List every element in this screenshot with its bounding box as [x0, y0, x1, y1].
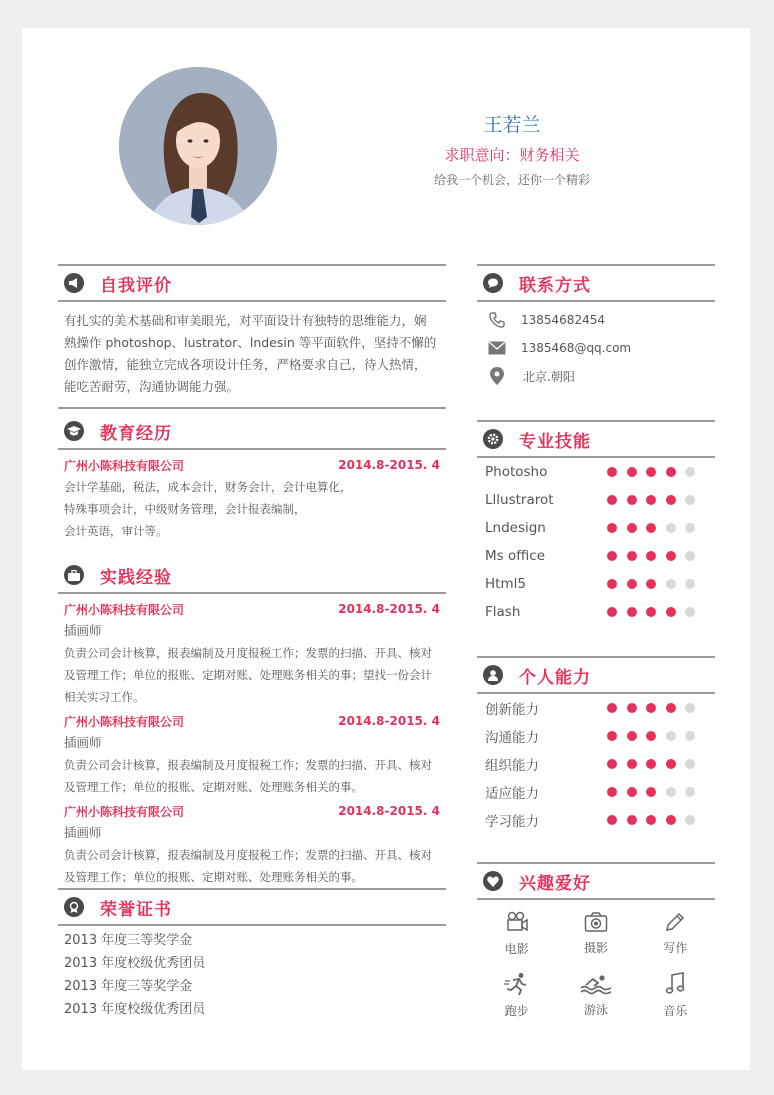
ability-row-name: 组织能力 [485, 758, 539, 774]
rating-dot-filled [607, 759, 617, 769]
skill-row-name: Ms office [485, 548, 546, 564]
rating-dot-filled [646, 551, 656, 561]
rating-dot-filled [646, 495, 656, 505]
rating-dot-empty [685, 759, 695, 769]
rating-dot-filled [646, 467, 656, 477]
rating-dot-filled [607, 703, 617, 713]
rating-dot-empty [685, 579, 695, 589]
candidate-name: 王若兰 [483, 114, 541, 136]
rating-dot-empty [666, 787, 676, 797]
duty-line: 及管理工作；单位的报账、定期对账、处理账务相关的事；望找一份会计 [64, 668, 432, 682]
hobby-label: 电影 [504, 941, 529, 956]
ability-row-name: 沟通能力 [485, 730, 539, 746]
rating-dot-filled [627, 787, 637, 797]
skills-section [477, 420, 715, 626]
location-pin-icon [487, 366, 507, 386]
award-ribbon-icon [64, 897, 84, 917]
hobby-photography [556, 902, 635, 964]
profile-photo [119, 67, 277, 225]
rating-dot-empty [685, 551, 695, 561]
camera-icon [584, 911, 608, 933]
person-icon [483, 665, 503, 685]
honor-item: 2013 年度校级优秀团员 [64, 1002, 206, 1017]
duty-line: 负责公司会计核算，报表编制及月度报税工作；发票的扫描、开具、核对 [64, 848, 432, 862]
rating-dot-filled [646, 815, 656, 825]
ability-row [477, 722, 715, 750]
hobby-label: 音乐 [663, 1003, 688, 1018]
hobby-swimming [556, 964, 635, 1026]
duty-line: 负责公司会计核算，报表编制及月度报税工作；发票的扫描、开具、核对 [64, 758, 432, 772]
skill-row-name: Lndesign [485, 520, 546, 536]
rating-dot-filled [627, 551, 637, 561]
self-eval-text [58, 302, 446, 398]
hobby-writing [636, 902, 715, 964]
contact-address [477, 362, 715, 390]
hobby-running [477, 964, 556, 1026]
text-line: 创作激情，能独立完成各项设计任务，严格要求自己，待人热情， [64, 357, 427, 372]
briefcase-icon [64, 565, 84, 585]
ability-row [477, 806, 715, 834]
hobby-label: 游泳 [583, 1002, 608, 1017]
rating-dot-empty [685, 467, 695, 477]
section-title: 荣誉证书 [100, 900, 172, 920]
section-title: 专业技能 [519, 432, 591, 452]
section-header [58, 558, 446, 594]
course-line: 会计学基础，税法，成本会计，财务会计，会计电算化， [64, 480, 352, 494]
honors-section [58, 888, 446, 1021]
address: 北京.朝阳 [523, 369, 575, 384]
practice-title-row [64, 710, 440, 732]
contact-list [477, 302, 715, 390]
skill-row [477, 542, 715, 570]
practice-period: 2014.8-2015. 4 [338, 714, 440, 728]
rating-dot-filled [646, 523, 656, 533]
practice-title-row [64, 598, 440, 620]
ability-row-name: 学习能力 [485, 814, 539, 830]
skill-row-name: Lllustrarot [485, 492, 554, 508]
rating-dot-filled [607, 523, 617, 533]
rating-dot-empty [685, 787, 695, 797]
rating-dot-filled [666, 703, 676, 713]
portrait-illustration [119, 67, 277, 225]
section-header [58, 264, 446, 302]
honors-list [58, 926, 446, 1021]
text-line: 熟操作 photoshop、lustrator、lndesin 等平面软件，坚持不懈的 [64, 335, 437, 350]
rating-dot-filled [607, 815, 617, 825]
rating-dots [607, 607, 705, 617]
rating-dot-filled [607, 731, 617, 741]
education-section [58, 414, 446, 542]
education-title-row [64, 454, 440, 476]
rating-dot-filled [666, 551, 676, 561]
rating-dot-filled [607, 467, 617, 477]
text-line: 能吃苦耐劳，沟通协调能力强。 [64, 379, 240, 394]
role: 插画师 [64, 623, 102, 638]
rating-dot-empty [666, 731, 676, 741]
rating-dot-filled [646, 607, 656, 617]
rating-dots [607, 703, 705, 713]
rating-dot-filled [627, 703, 637, 713]
skill-row [477, 486, 715, 514]
practice-entry [64, 598, 440, 708]
skill-row [477, 598, 715, 626]
job-intent: 求职意向：财务相关 [444, 146, 580, 164]
section-header [477, 656, 715, 694]
abilities-list [477, 694, 715, 834]
practice-period: 2014.8-2015. 4 [338, 602, 440, 616]
contact-section [477, 264, 715, 390]
rating-dots [607, 523, 705, 533]
swimming-icon [580, 973, 612, 995]
rating-dot-filled [666, 815, 676, 825]
film-camera-icon [505, 910, 529, 934]
education-period: 2014.8-2015. 4 [338, 458, 440, 472]
rating-dot-filled [607, 787, 617, 797]
music-note-icon [665, 972, 685, 996]
section-title: 实践经验 [100, 568, 172, 588]
practice-entry [64, 710, 440, 798]
skill-row [477, 570, 715, 598]
honor-item: 2013 年度校级优秀团员 [64, 956, 206, 971]
section-title: 教育经历 [100, 424, 172, 444]
rating-dots [607, 579, 705, 589]
section-title: 兴趣爱好 [519, 874, 591, 894]
rating-dots [607, 759, 705, 769]
skill-row [477, 514, 715, 542]
rating-dot-filled [627, 607, 637, 617]
rating-dots [607, 787, 705, 797]
section-header [477, 420, 715, 458]
rating-dots [607, 495, 705, 505]
section-title: 个人能力 [519, 668, 591, 688]
phone-number: 13854682454 [521, 313, 605, 327]
rating-dot-filled [646, 703, 656, 713]
education-entry [58, 450, 446, 542]
rating-dot-empty [666, 579, 676, 589]
practice-period: 2014.8-2015. 4 [338, 804, 440, 818]
rating-dot-filled [627, 731, 637, 741]
course-line: 会计英语，审计等。 [64, 524, 168, 538]
rating-dot-filled [607, 495, 617, 505]
abilities-section [477, 656, 715, 834]
rating-dot-filled [627, 759, 637, 769]
practice-list [58, 594, 446, 888]
ability-row [477, 750, 715, 778]
rating-dot-filled [627, 523, 637, 533]
rating-dot-filled [627, 579, 637, 589]
rating-dots [607, 467, 705, 477]
rating-dot-filled [646, 579, 656, 589]
rating-dot-filled [666, 607, 676, 617]
rating-dot-filled [607, 551, 617, 561]
rating-dot-empty [685, 495, 695, 505]
skill-row-name: Html5 [485, 576, 526, 592]
rating-dot-filled [666, 759, 676, 769]
rating-dot-filled [627, 467, 637, 477]
contact-email [477, 334, 715, 362]
practice-section [58, 558, 446, 888]
motto: 给我一个机会，还你一个精彩 [433, 173, 590, 187]
contact-phone [477, 306, 715, 334]
email-address: 1385468@qq.com [521, 341, 632, 355]
skill-row-name: Flash [485, 604, 521, 620]
rating-dot-filled [646, 731, 656, 741]
rating-dot-empty [685, 703, 695, 713]
hobby-label: 跑步 [504, 1003, 529, 1018]
school-name: 广州小陈科技有限公司 [64, 458, 185, 473]
section-header [58, 414, 446, 450]
rating-dot-filled [607, 607, 617, 617]
section-header [477, 862, 715, 900]
gear-icon [483, 429, 503, 449]
envelope-icon [487, 338, 507, 358]
rating-dot-empty [685, 731, 695, 741]
company-name: 广州小陈科技有限公司 [64, 804, 185, 819]
rating-dots [607, 551, 705, 561]
rating-dot-empty [685, 607, 695, 617]
hobby-label: 写作 [663, 940, 688, 955]
rating-dot-filled [646, 787, 656, 797]
rating-dot-filled [666, 467, 676, 477]
phone-icon [487, 310, 507, 330]
practice-title-row [64, 800, 440, 822]
running-icon [504, 972, 530, 996]
role: 插画师 [64, 735, 102, 750]
rating-dot-filled [627, 815, 637, 825]
hobbies-section [477, 862, 715, 1026]
hobby-music [636, 964, 715, 1026]
pencil-icon [664, 911, 686, 933]
skill-row-name: Photosho [485, 464, 548, 480]
rating-dots [607, 731, 705, 741]
chat-bubble-icon [483, 273, 503, 293]
graduation-cap-icon [64, 421, 84, 441]
hobby-label: 摄影 [583, 940, 608, 955]
divider [58, 407, 446, 409]
practice-entry [64, 800, 440, 888]
megaphone-icon [64, 273, 84, 293]
rating-dot-empty [685, 523, 695, 533]
text-line: 有扎实的美术基础和审美眼光，对平面设计有独特的思维能力，娴 [64, 313, 427, 328]
duty-line: 相关实习工作。 [64, 690, 145, 704]
rating-dot-filled [627, 495, 637, 505]
self-evaluation-section [58, 264, 446, 409]
rating-dot-empty [685, 815, 695, 825]
skill-row [477, 458, 715, 486]
rating-dot-filled [646, 759, 656, 769]
rating-dots [607, 815, 705, 825]
role: 插画师 [64, 825, 102, 840]
course-line: 特殊事项会计，中级财务管理，会计报表编制， [64, 502, 306, 516]
rating-dot-empty [666, 523, 676, 533]
honor-item: 2013 年度三等奖学金 [64, 933, 193, 948]
honor-item: 2013 年度三等奖学金 [64, 979, 193, 994]
duty-line: 负责公司会计核算，报表编制及月度报税工作；发票的扫描、开具、核对 [64, 646, 432, 660]
ability-row-name: 适应能力 [485, 786, 539, 802]
duty-line: 及管理工作；单位的报账、定期对账、处理账务相关的事。 [64, 870, 363, 884]
heart-icon [483, 871, 503, 891]
rating-dot-filled [666, 495, 676, 505]
hobby-movie [477, 902, 556, 964]
ability-row [477, 694, 715, 722]
rating-dot-filled [607, 579, 617, 589]
section-title: 联系方式 [519, 276, 591, 296]
ability-row-name: 创新能力 [485, 702, 539, 718]
section-header [58, 888, 446, 926]
hobbies-grid [477, 900, 715, 1026]
ability-row [477, 778, 715, 806]
skills-list [477, 458, 715, 626]
section-title: 自我评价 [100, 276, 172, 296]
company-name: 广州小陈科技有限公司 [64, 714, 185, 729]
company-name: 广州小陈科技有限公司 [64, 602, 185, 617]
section-header [477, 264, 715, 302]
resume-page [22, 28, 750, 1070]
duty-line: 及管理工作；单位的报账、定期对账、处理账务相关的事。 [64, 780, 363, 794]
